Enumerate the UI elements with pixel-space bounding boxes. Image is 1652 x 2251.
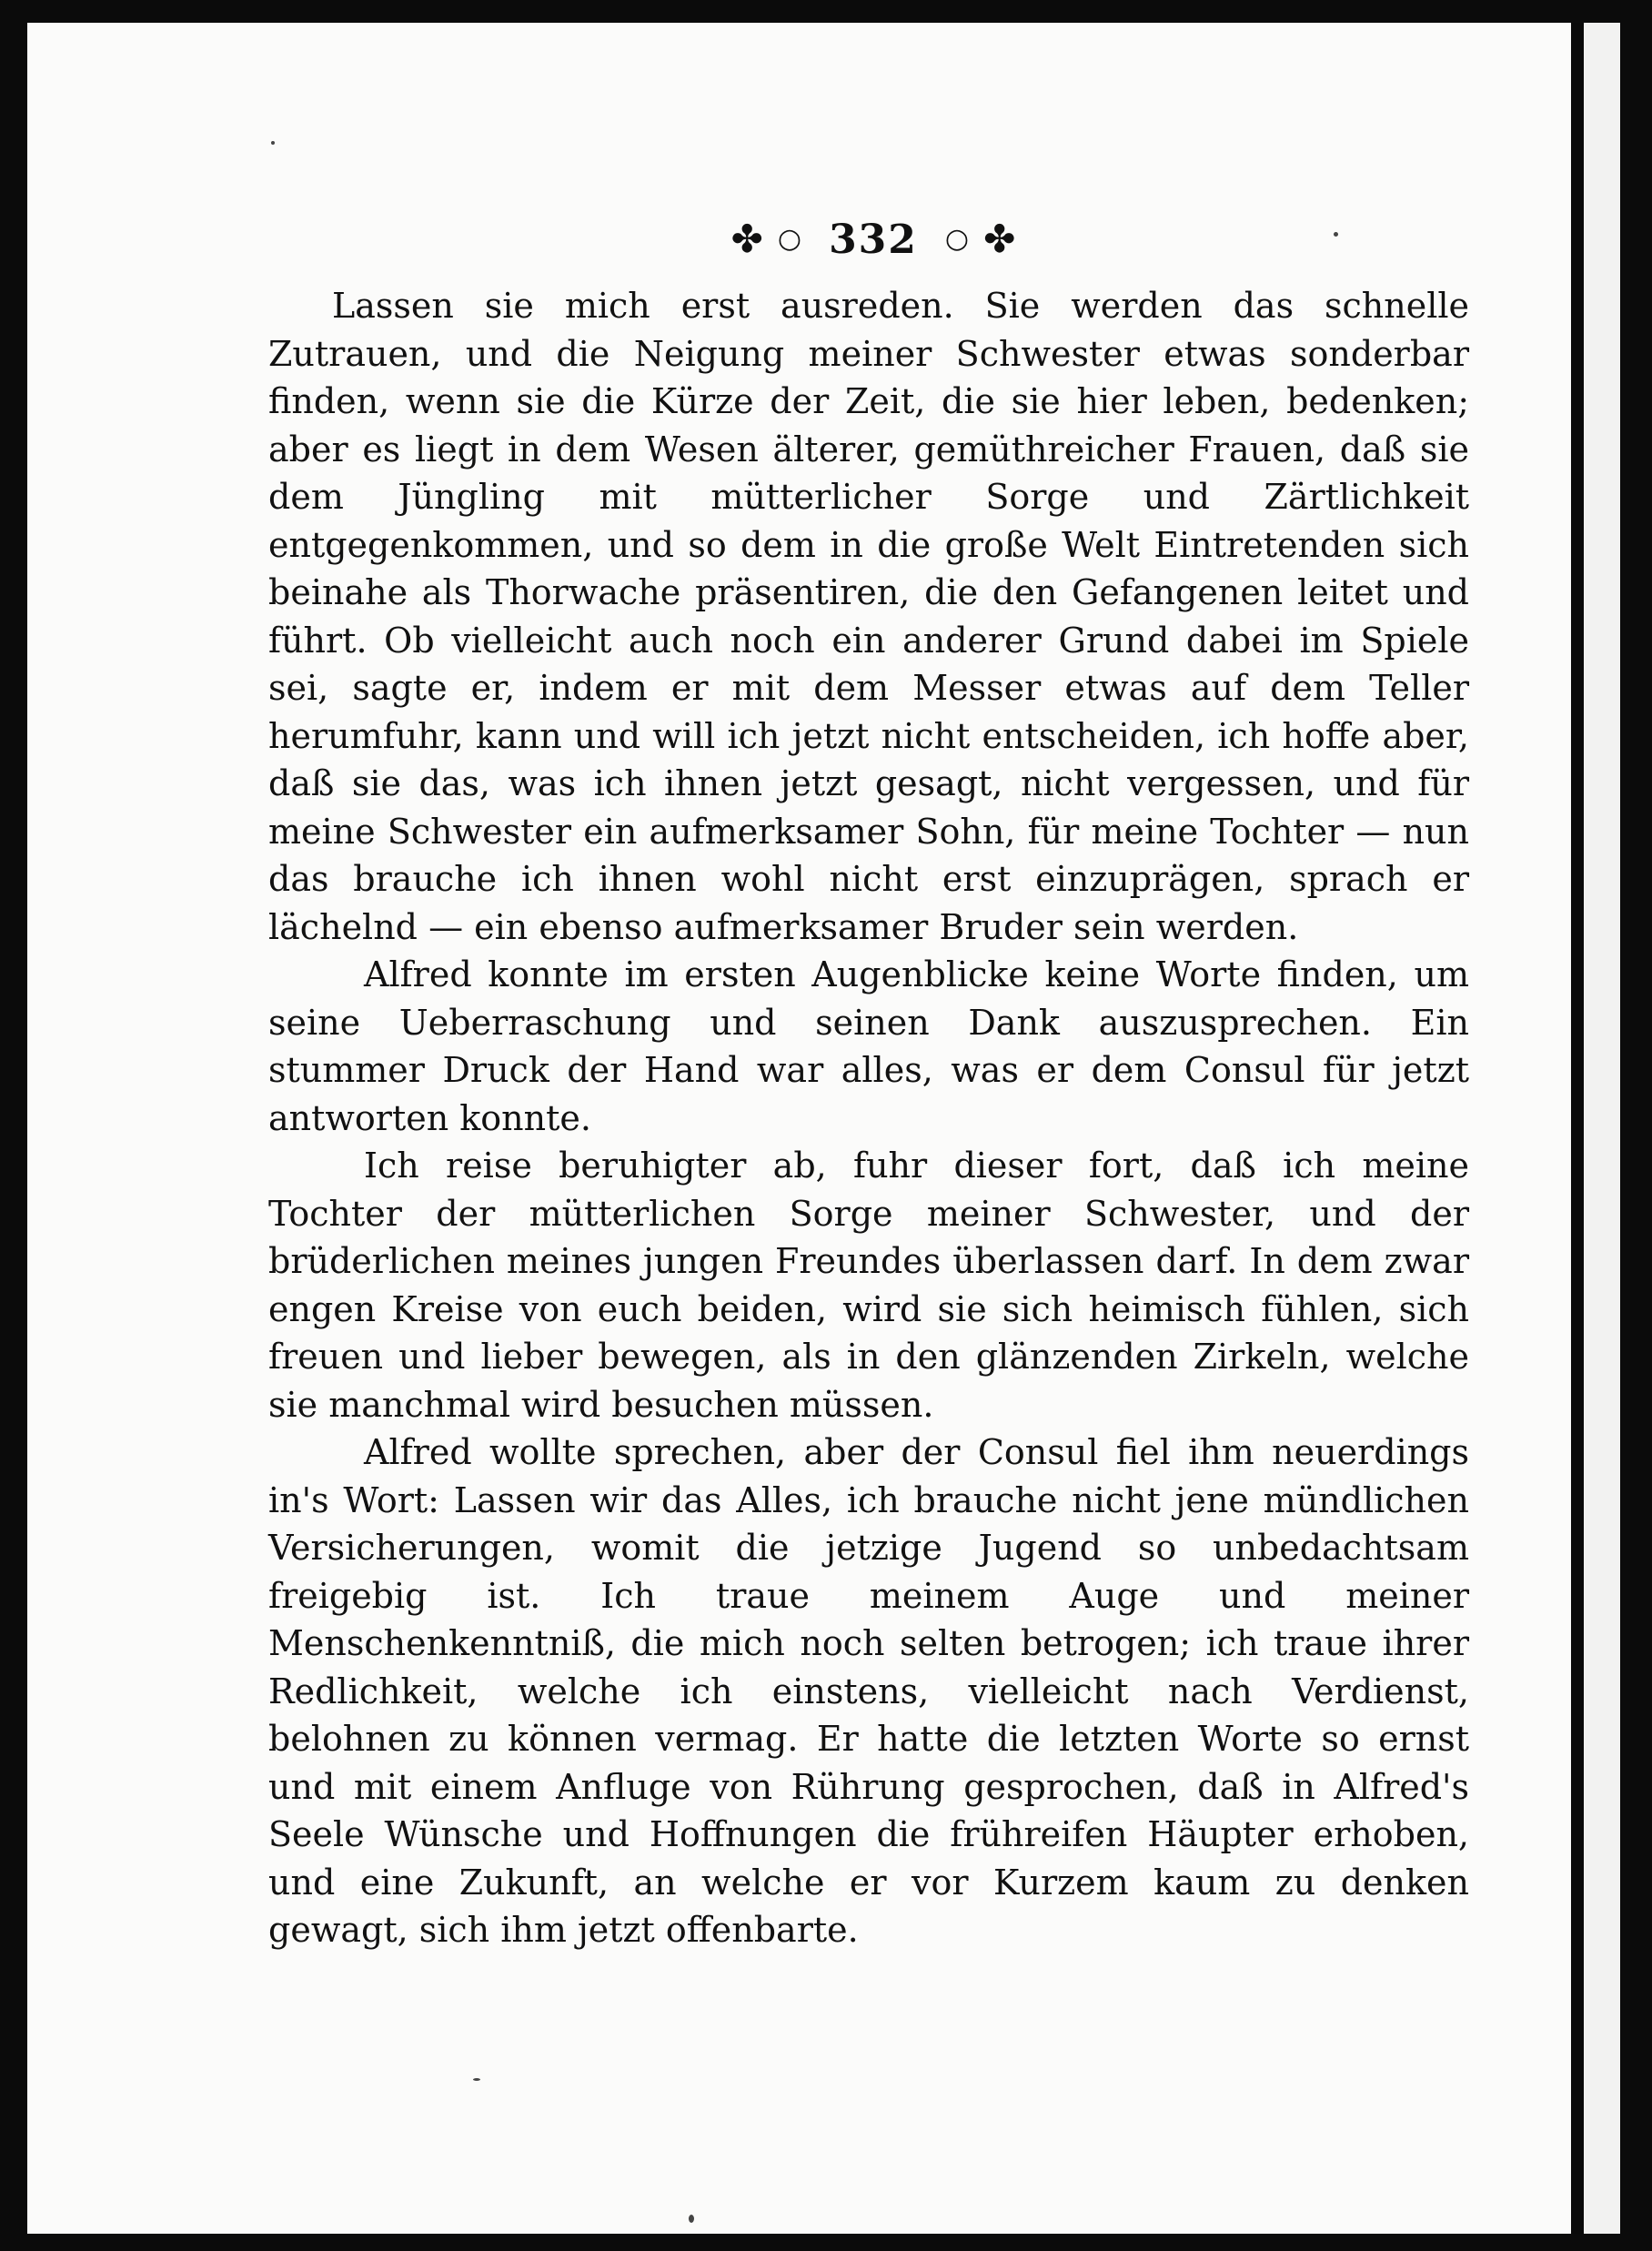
circle-right-icon: ○: [944, 223, 970, 255]
page-gutter-shadow: [1571, 23, 1584, 2234]
paragraph: Alfred konnte im ersten Augenblicke keine Worte finden, um seine Ueberraschung und seinen Dank auszusprechen. Ein stummer Druck der Hand war alles, was er dem Consul für jetzt antworten konnte.: [268, 954, 1469, 1138]
circle-left-icon: ○: [777, 223, 802, 255]
scan-speck: [1334, 232, 1338, 237]
ornament-right-icon: ✤: [983, 217, 1016, 261]
body-text: [268, 282, 1469, 1954]
next-page-edge: [1584, 23, 1620, 2234]
page-header: [719, 207, 1028, 271]
scan-speck: [689, 2215, 694, 2223]
paragraph: Lassen sie mich erst ausreden. Sie werden das schnelle Zutrauen, und die Neigung meiner Schwester etwas sonderbar finden, wenn sie die Kürze der Zeit, die sie hier leben, bedenken; aber es liegt in dem Wesen älterer, gemüthreicher Frauen, daß sie dem Jüngling mit mütterlicher Sorge und Zärtlichkeit entgegenkommen, und so dem in die große Welt Eintretenden sich beinahe als Thorwache präsentiren, die den Gefangenen leitet und führt. Ob vielleicht auch noch ein anderer Grund dabei im Spiele sei, sagte er, indem er mit dem Messer etwas auf dem Teller herumfuhr, kann und will ich jetzt nicht entscheiden, ich hoffe aber, daß sie das, was ich ihnen jetzt gesagt, nicht vergessen, und für meine Schwester ein aufmerksamer Sohn, für meine Tochter — nun das brauche ich ihnen wohl nicht erst einzuprägen, sprach er lächelnd — ein ebenso aufmerksamer Bruder sein werden.: [268, 286, 1469, 947]
paragraph: Alfred wollte sprechen, aber der Consul fiel ihm neuerdings in's Wort: Lassen wir das Alles, ich brauche nicht jene mündlichen Versicherungen, womit die jetzige Jugend so unbedachtsam freigebig ist. Ich traue meinem Auge und meiner Menschenkenntniß, die mich noch selten betrogen; ich traue ihrer Redlichkeit, welche ich einstens, vielleicht nach Verdienst, belohnen zu können vermag. Er hatte die letzten Worte so ernst und mit einem Anfluge von Rührung gesprochen, daß in Alfred's Seele Wünsche und Hoffnungen die frühreifen Häupter erhoben, und eine Zukunft, an welche er vor Kurzem kaum zu denken gewagt, sich ihm jetzt offenbarte.: [268, 1432, 1469, 1950]
scan-speck: [473, 2078, 480, 2081]
page-number: 332: [829, 216, 918, 263]
ornament-left-icon: ✤: [730, 217, 763, 261]
paragraph: Ich reise beruhigter ab, fuhr dieser fort, daß ich meine Tochter der mütterlichen Sorge meiner Schwester, und der brüderlichen meines jungen Freundes überlassen darf. In dem zwar engen Kreise von euch beiden, wird sie sich heimisch fühlen, sich freuen und lieber bewegen, als in den glänzenden Zirkeln, welche sie manchmal wird besuchen müssen.: [268, 1146, 1469, 1425]
scan-speck: [271, 141, 275, 145]
